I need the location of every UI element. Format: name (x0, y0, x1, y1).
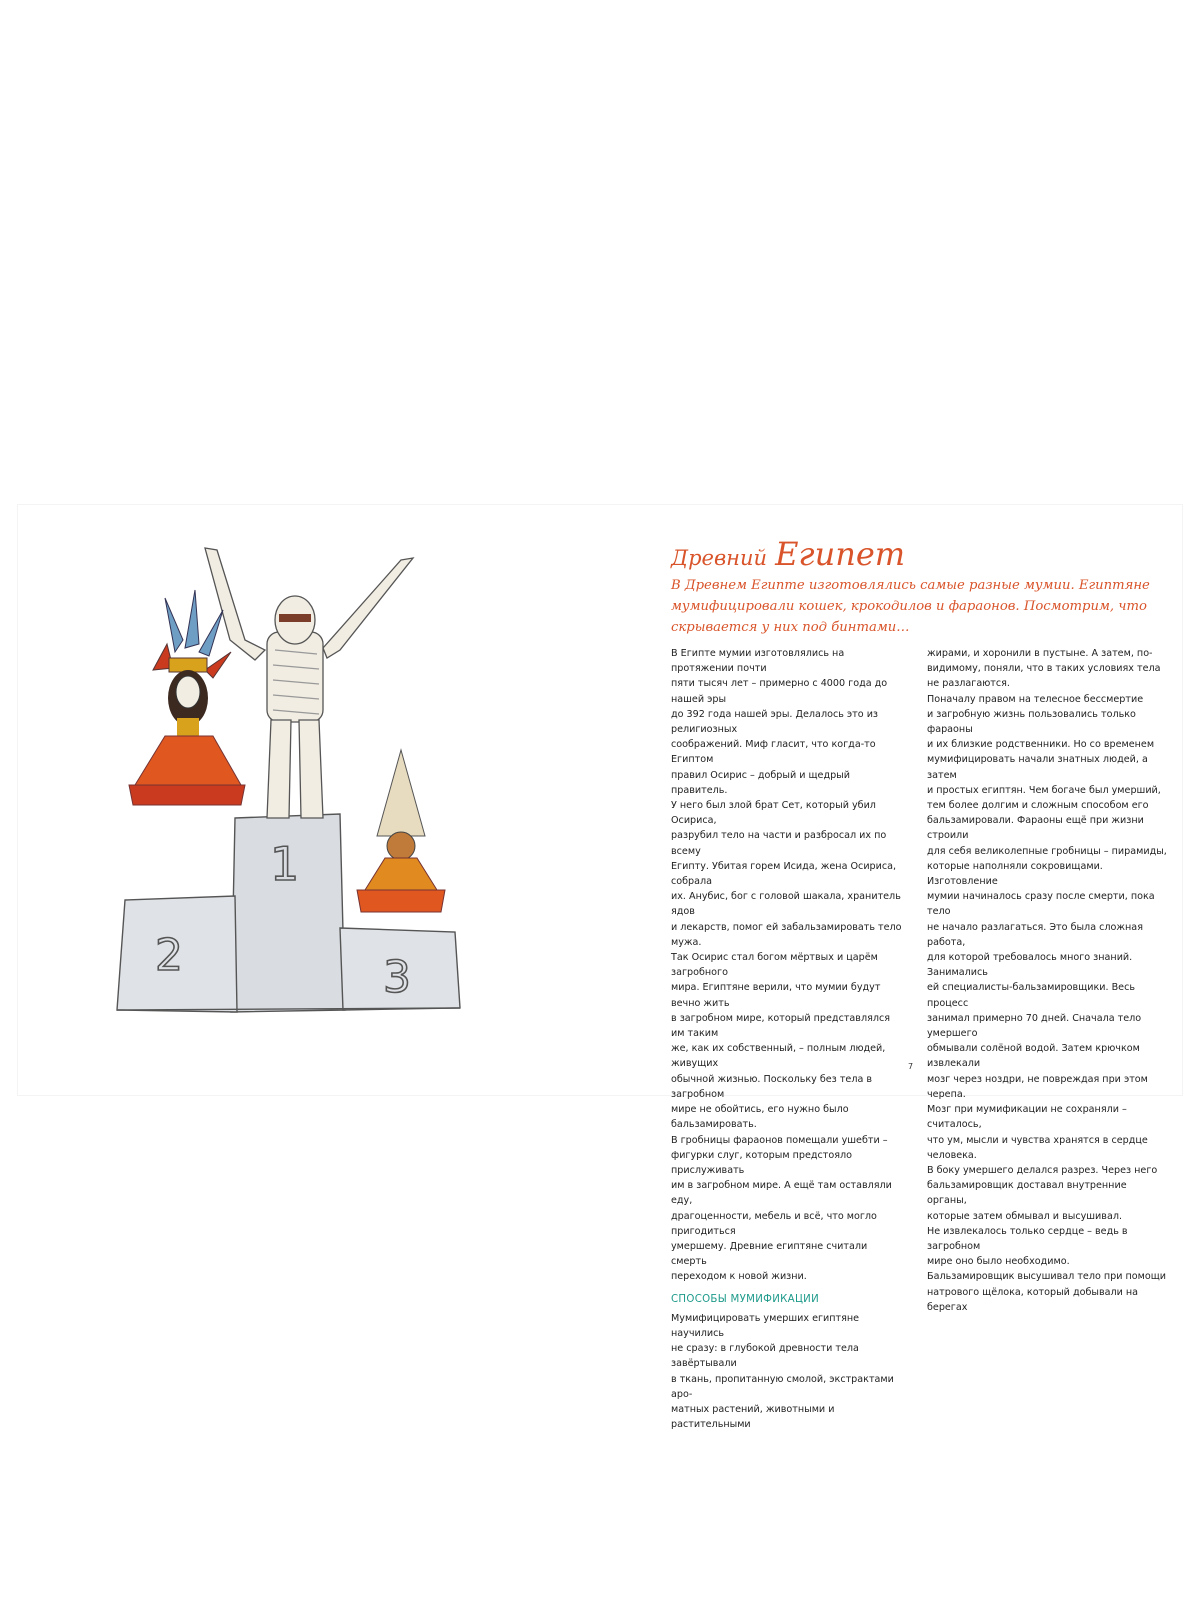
title-big: Египет (775, 535, 906, 573)
text-line: до 392 года нашей эры. Делалось это из религиозных (671, 708, 879, 736)
mummy-podium-illustration (95, 540, 515, 1020)
podium-number-2: 2 (155, 930, 183, 981)
text-line: фигурки слуг, которым предстояло прислуживать (671, 1149, 853, 1176)
text-line: В гробницы фараонов помещали ушебти – (671, 1134, 888, 1146)
text-line: в ткань, пропитанную смолой, экстрактами аро- (671, 1373, 894, 1400)
text-line: тем более долгим и сложным способом его (927, 800, 1149, 812)
text-line: мумии начиналось сразу после смерти, пока тело (927, 891, 1155, 918)
text-line: и лекарств, помог ей забальзамировать тело мужа. (671, 921, 902, 948)
text-line: Египту. Убитая горем Исида, жена Осириса, собрала (671, 860, 897, 888)
text-line: бальзамировали. Фараоны ещё при жизни строили (927, 815, 1144, 842)
text-line: им в загробном мире. А ещё там оставляли еду, (671, 1180, 892, 1207)
text-line: не сразу: в глубокой древности тела завёртывали (671, 1343, 859, 1370)
text-line: не разлагаются. (927, 678, 1010, 690)
text-line: разрубил тело на части и разбросал их по всему (671, 830, 887, 857)
podium-number-3: 3 (383, 952, 411, 1003)
text-line: жирами, и хоронили в пустыне. А затем, по- (927, 648, 1153, 659)
text-line: для себя великолепные гробницы – пирамиды, (927, 845, 1167, 857)
text-line: ей специалисты-бальзамировщики. Весь процесс (927, 982, 1136, 1009)
text-line: видимому, поняли, что в таких условиях тела (927, 663, 1161, 675)
text-line: занимал примерно 70 дней. Сначала тело умершего (927, 1012, 1142, 1040)
text-line: мозг через ноздри, не повреждая при этом черепа. (927, 1073, 1148, 1100)
text-line: драгоценности, мебель и всё, что могло пригодиться (671, 1210, 877, 1237)
text-line: которые затем обмывал и высушивал. (927, 1210, 1123, 1222)
text-line: и загробную жизнь пользовались только фараоны (927, 708, 1136, 736)
text-line: переходом к новой жизни. (671, 1271, 807, 1283)
section-subhead: СПОСОБЫ МУМИФИКАЦИИ (671, 1293, 819, 1305)
text-line: Не извлекалось только сердце – ведь в загробном (927, 1225, 1128, 1252)
text-line: Мозг при мумификации не сохраняли – считалось, (927, 1104, 1127, 1131)
podium-number-1: 1 (270, 837, 300, 891)
page-number: 7 (908, 1062, 914, 1071)
text-line: не начало разлагаться. Это была сложная работа, (927, 921, 1143, 948)
text-line: мире оно было необходимо. (927, 1256, 1070, 1268)
text-line: их. Анубис, бог с головой шакала, хранитель ядов (671, 891, 901, 918)
page-title (671, 535, 1191, 573)
left-column (671, 646, 903, 1432)
text-line: обычной жизнью. Поскольку без тела в загробном (671, 1073, 873, 1100)
text-line: что ум, мысли и чувства хранятся в сердце человека. (927, 1134, 1148, 1161)
lead-paragraph: В Древнем Египте изготовлялись самые разные мумии. Египтяне мумифицировали кошек, крокодилов и фараонов. Посмотрим, что скрывается у них под бинтами… (671, 578, 1150, 635)
text-line: Так Осирис стал богом мёртвых и царём загробного (671, 952, 878, 979)
text-line: мире не обойтись, его нужно было бальзамировать. (671, 1104, 849, 1131)
text-line: бальзамировщик доставал внутренние органы, (927, 1180, 1127, 1207)
text-line: натрового щёлока, который добывали на берегах (927, 1286, 1139, 1313)
text-line: В Египте мумии изготовлялись на протяжении почти (671, 648, 845, 675)
cone-figure (357, 750, 445, 912)
text-line: обмывали солёной водой. Затем крючком извлекали (927, 1043, 1140, 1070)
text-line: Поначалу правом на телесное бессмертие (927, 693, 1144, 705)
text-line: и простых египтян. Чем богаче был умерший, (927, 784, 1161, 796)
text-line: умершему. Древние египтяне считали смерть (671, 1240, 868, 1268)
text-line: пяти тысяч лет – примерно с 4000 года до нашей эры (671, 678, 888, 705)
text-line: же, как их собственный, – полным людей, живущих (671, 1043, 886, 1070)
right-column (927, 646, 1167, 1315)
text-line: для которой требовалось много знаний. Занимались (927, 952, 1133, 979)
text-line: соображений. Миф гласит, что когда-то Египтом (671, 739, 876, 766)
text-line: мумифицировать начали знатных людей, а затем (927, 754, 1148, 781)
title-small: Древний (671, 546, 768, 570)
text-line: Бальзамировщик высушивал тело при помощи (927, 1271, 1167, 1283)
text-line: и их близкие родственники. Но со временем (927, 739, 1155, 751)
text-line: которые наполняли сокровищами. Изготовление (927, 860, 1103, 888)
text-line: в загробном мире, который представлялся им таким (671, 1012, 891, 1040)
text-line: В боку умершего делался разрез. Через него (927, 1164, 1158, 1176)
text-line: матных растений, животными и растительными (671, 1403, 835, 1431)
text-line: мира. Египтяне верили, что мумии будут вечно жить (671, 982, 881, 1009)
text-line: У него был злой брат Сет, который убил Осириса, (671, 800, 876, 827)
text-line: правил Осирис – добрый и щедрый правитель. (671, 769, 850, 796)
text-line: Мумифицировать умерших египтяне научились (671, 1312, 860, 1339)
